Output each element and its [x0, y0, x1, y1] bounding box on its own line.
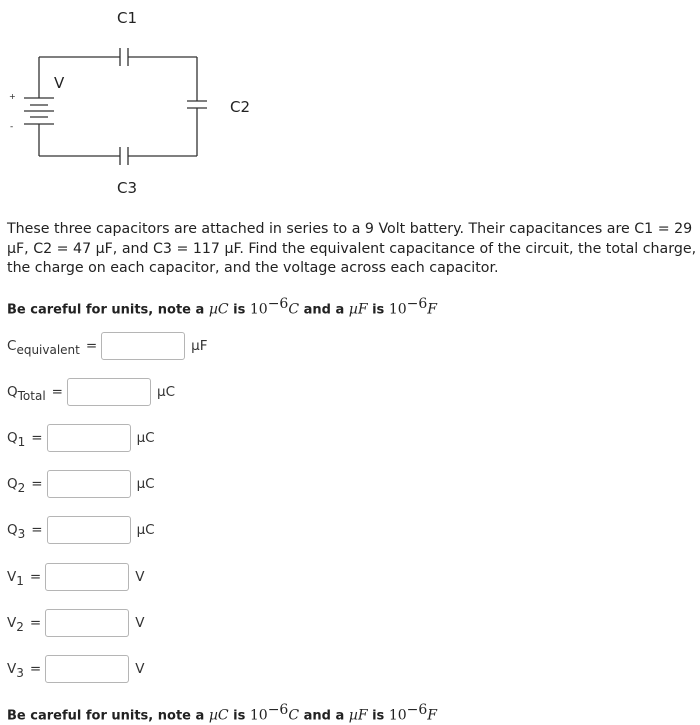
label-q1: Q1 — [7, 430, 26, 449]
v1-input[interactable] — [45, 563, 129, 591]
label-v2: V2 — [7, 615, 24, 634]
v1-unit: V — [135, 569, 145, 585]
answer-row-v3: V3 = V — [7, 654, 144, 684]
label-c1: C1 — [117, 9, 138, 27]
q2-input[interactable] — [47, 470, 131, 498]
v3-unit: V — [135, 661, 145, 677]
label-c-equivalent: Cequivalent — [7, 338, 80, 357]
c-equivalent-unit: µF — [191, 338, 208, 354]
label-v: V — [54, 74, 65, 92]
label-q3: Q3 — [7, 522, 26, 541]
answer-row-v1: V1 = V — [7, 562, 144, 592]
q3-input[interactable] — [47, 516, 131, 544]
q1-input[interactable] — [47, 424, 131, 452]
answer-row-q3: Q3 = µC — [7, 515, 155, 545]
label-c2: C2 — [230, 98, 251, 116]
answer-row-q-total: QTotal = µC — [7, 377, 175, 407]
label-c3: C3 — [117, 179, 138, 197]
label-q2: Q2 — [7, 476, 26, 495]
answer-row-q2: Q2 = µC — [7, 469, 155, 499]
label-v3: V3 — [7, 661, 24, 680]
q-total-input[interactable] — [67, 378, 151, 406]
q1-unit: µC — [136, 430, 155, 446]
answer-row-q1: Q1 = µC — [7, 423, 155, 453]
answer-row-v2: V2 = V — [7, 608, 144, 638]
battery-plus-sign: + — [9, 92, 16, 101]
c-equivalent-input[interactable] — [101, 332, 185, 360]
unit-note-top: Be careful for units, note a µC is $10^{-6}C$ and a µF is $10^{-6}F$ — [7, 296, 437, 318]
battery-minus-sign: - — [10, 122, 14, 132]
q3-unit: µC — [136, 522, 155, 538]
q-total-unit: µC — [156, 384, 175, 400]
unit-note-bottom: Be careful for units, note a µC is $10^{-6}C$ and a µF is $10^{-6}F$ — [7, 702, 437, 724]
v2-unit: V — [135, 615, 145, 631]
label-v1: V1 — [7, 569, 24, 588]
answer-row-c-equivalent: Cequivalent = µF — [7, 331, 208, 361]
v2-input[interactable] — [45, 609, 129, 637]
q2-unit: µC — [136, 476, 155, 492]
v3-input[interactable] — [45, 655, 129, 683]
label-q-total: QTotal — [7, 384, 46, 403]
circuit-diagram — [0, 0, 300, 205]
problem-statement: These three capacitors are attached in series to a 9 Volt battery. Their capacitances are C1 = 29 µF, C2 = 47 µF, and C3 = 117 µF. Find the equivalent capacitance of the circuit, the total charge, the charge on each capacitor, and the voltage across each capacitor. — [7, 221, 697, 276]
